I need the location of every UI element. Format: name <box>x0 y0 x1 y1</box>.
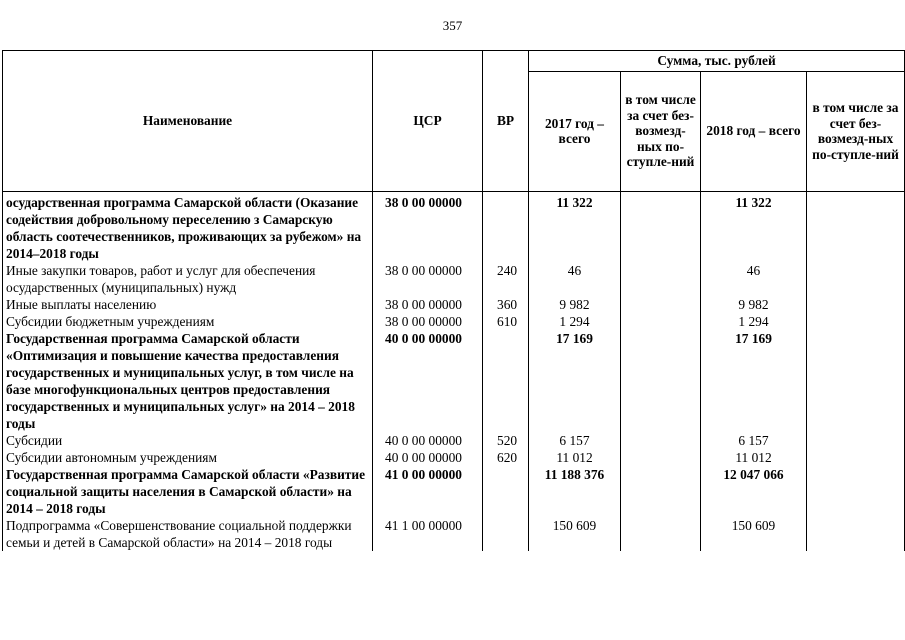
row-2017-total: 1 294 <box>529 313 621 330</box>
row-name: Субсидии <box>3 432 373 449</box>
header-sum-group: Сумма, тыс. рублей <box>529 51 905 72</box>
row-2017-total: 46 <box>529 262 621 296</box>
row-2017-total: 11 322 <box>529 191 621 262</box>
table-row <box>3 432 905 449</box>
row-csr: 38 0 00 00000 <box>373 296 483 313</box>
row-2018-total: 11 012 <box>701 449 807 466</box>
row-name: Иные закупки товаров, работ и услуг для обеспечения осударственных (муниципальных) нужд <box>3 262 373 296</box>
table-row <box>3 191 905 262</box>
row-2018-total: 6 157 <box>701 432 807 449</box>
header-csr: ЦСР <box>373 51 483 192</box>
row-2018-gratuitous <box>807 517 905 551</box>
row-2017-gratuitous <box>621 296 701 313</box>
table-row <box>3 262 905 296</box>
row-vr <box>483 330 529 432</box>
row-name: Подпрограмма «Совершенствование социальной поддержки семьи и детей в Самарской области» на 2014 – 2018 годы <box>3 517 373 551</box>
row-2018-gratuitous <box>807 191 905 262</box>
budget-table <box>2 50 905 551</box>
table-row <box>3 466 905 517</box>
header-2017-gratuitous: в том числе за счет без-возмезд-ных по-ступле-ний <box>621 71 701 191</box>
table-row <box>3 330 905 432</box>
row-name: Государственная программа Самарской области «Развитие социальной защиты населения в Самарской области» на 2014 – 2018 годы <box>3 466 373 517</box>
row-2018-gratuitous <box>807 296 905 313</box>
row-csr: 41 1 00 00000 <box>373 517 483 551</box>
header-name: Наименование <box>3 51 373 192</box>
header-2017-total: 2017 год – всего <box>529 71 621 191</box>
row-2017-total: 6 157 <box>529 432 621 449</box>
row-csr: 38 0 00 00000 <box>373 313 483 330</box>
row-2017-total: 150 609 <box>529 517 621 551</box>
row-csr: 38 0 00 00000 <box>373 191 483 262</box>
row-2018-gratuitous <box>807 466 905 517</box>
row-2018-total: 11 322 <box>701 191 807 262</box>
row-2018-total: 17 169 <box>701 330 807 432</box>
row-2018-gratuitous <box>807 330 905 432</box>
table-row <box>3 517 905 551</box>
row-vr <box>483 517 529 551</box>
row-2017-total: 11 188 376 <box>529 466 621 517</box>
row-vr: 240 <box>483 262 529 296</box>
row-2017-gratuitous <box>621 432 701 449</box>
row-2018-gratuitous <box>807 449 905 466</box>
table-header <box>3 51 905 192</box>
header-2018-gratuitous: в том числе за счет без-возмезд-ных по-ступле-ний <box>807 71 905 191</box>
row-2018-total: 12 047 066 <box>701 466 807 517</box>
row-2018-total: 1 294 <box>701 313 807 330</box>
row-vr <box>483 466 529 517</box>
header-vr: ВР <box>483 51 529 192</box>
row-2018-gratuitous <box>807 313 905 330</box>
row-2018-total: 46 <box>701 262 807 296</box>
row-csr: 40 0 00 00000 <box>373 330 483 432</box>
row-name: Субсидии автономным учреждениям <box>3 449 373 466</box>
row-2017-gratuitous <box>621 330 701 432</box>
row-2017-gratuitous <box>621 466 701 517</box>
row-name: Государственная программа Самарской области «Оптимизация и повышение качества предоставления государственных и муниципальных услуг, в том числе на базе многофункциональных центров предоставления государственных и муниципальных услуг» на 2014 – 2018 годы <box>3 330 373 432</box>
table-row <box>3 449 905 466</box>
row-2017-total: 11 012 <box>529 449 621 466</box>
row-csr: 38 0 00 00000 <box>373 262 483 296</box>
table-row <box>3 296 905 313</box>
row-vr <box>483 191 529 262</box>
table-body <box>3 191 905 551</box>
row-2017-total: 17 169 <box>529 330 621 432</box>
row-csr: 40 0 00 00000 <box>373 449 483 466</box>
header-2018-total: 2018 год – всего <box>701 71 807 191</box>
row-2018-total: 9 982 <box>701 296 807 313</box>
row-name: Иные выплаты населению <box>3 296 373 313</box>
row-2017-gratuitous <box>621 517 701 551</box>
row-2017-gratuitous <box>621 449 701 466</box>
page-number: 357 <box>442 18 463 33</box>
row-vr: 520 <box>483 432 529 449</box>
row-name: Субсидии бюджетным учреждениям <box>3 313 373 330</box>
row-2017-gratuitous <box>621 262 701 296</box>
row-2017-total: 9 982 <box>529 296 621 313</box>
table-row <box>3 313 905 330</box>
row-csr: 41 0 00 00000 <box>373 466 483 517</box>
row-vr: 610 <box>483 313 529 330</box>
row-csr: 40 0 00 00000 <box>373 432 483 449</box>
row-2017-gratuitous <box>621 313 701 330</box>
row-2018-gratuitous <box>807 432 905 449</box>
row-vr: 620 <box>483 449 529 466</box>
row-2018-total: 150 609 <box>701 517 807 551</box>
row-name: осударственная программа Самарской области (Оказание содействия добровольному переселению з Самарскую область соотечественников, проживающих за рубежом» на 2014–2018 годы <box>3 191 373 262</box>
row-2017-gratuitous <box>621 191 701 262</box>
row-vr: 360 <box>483 296 529 313</box>
row-2018-gratuitous <box>807 262 905 296</box>
